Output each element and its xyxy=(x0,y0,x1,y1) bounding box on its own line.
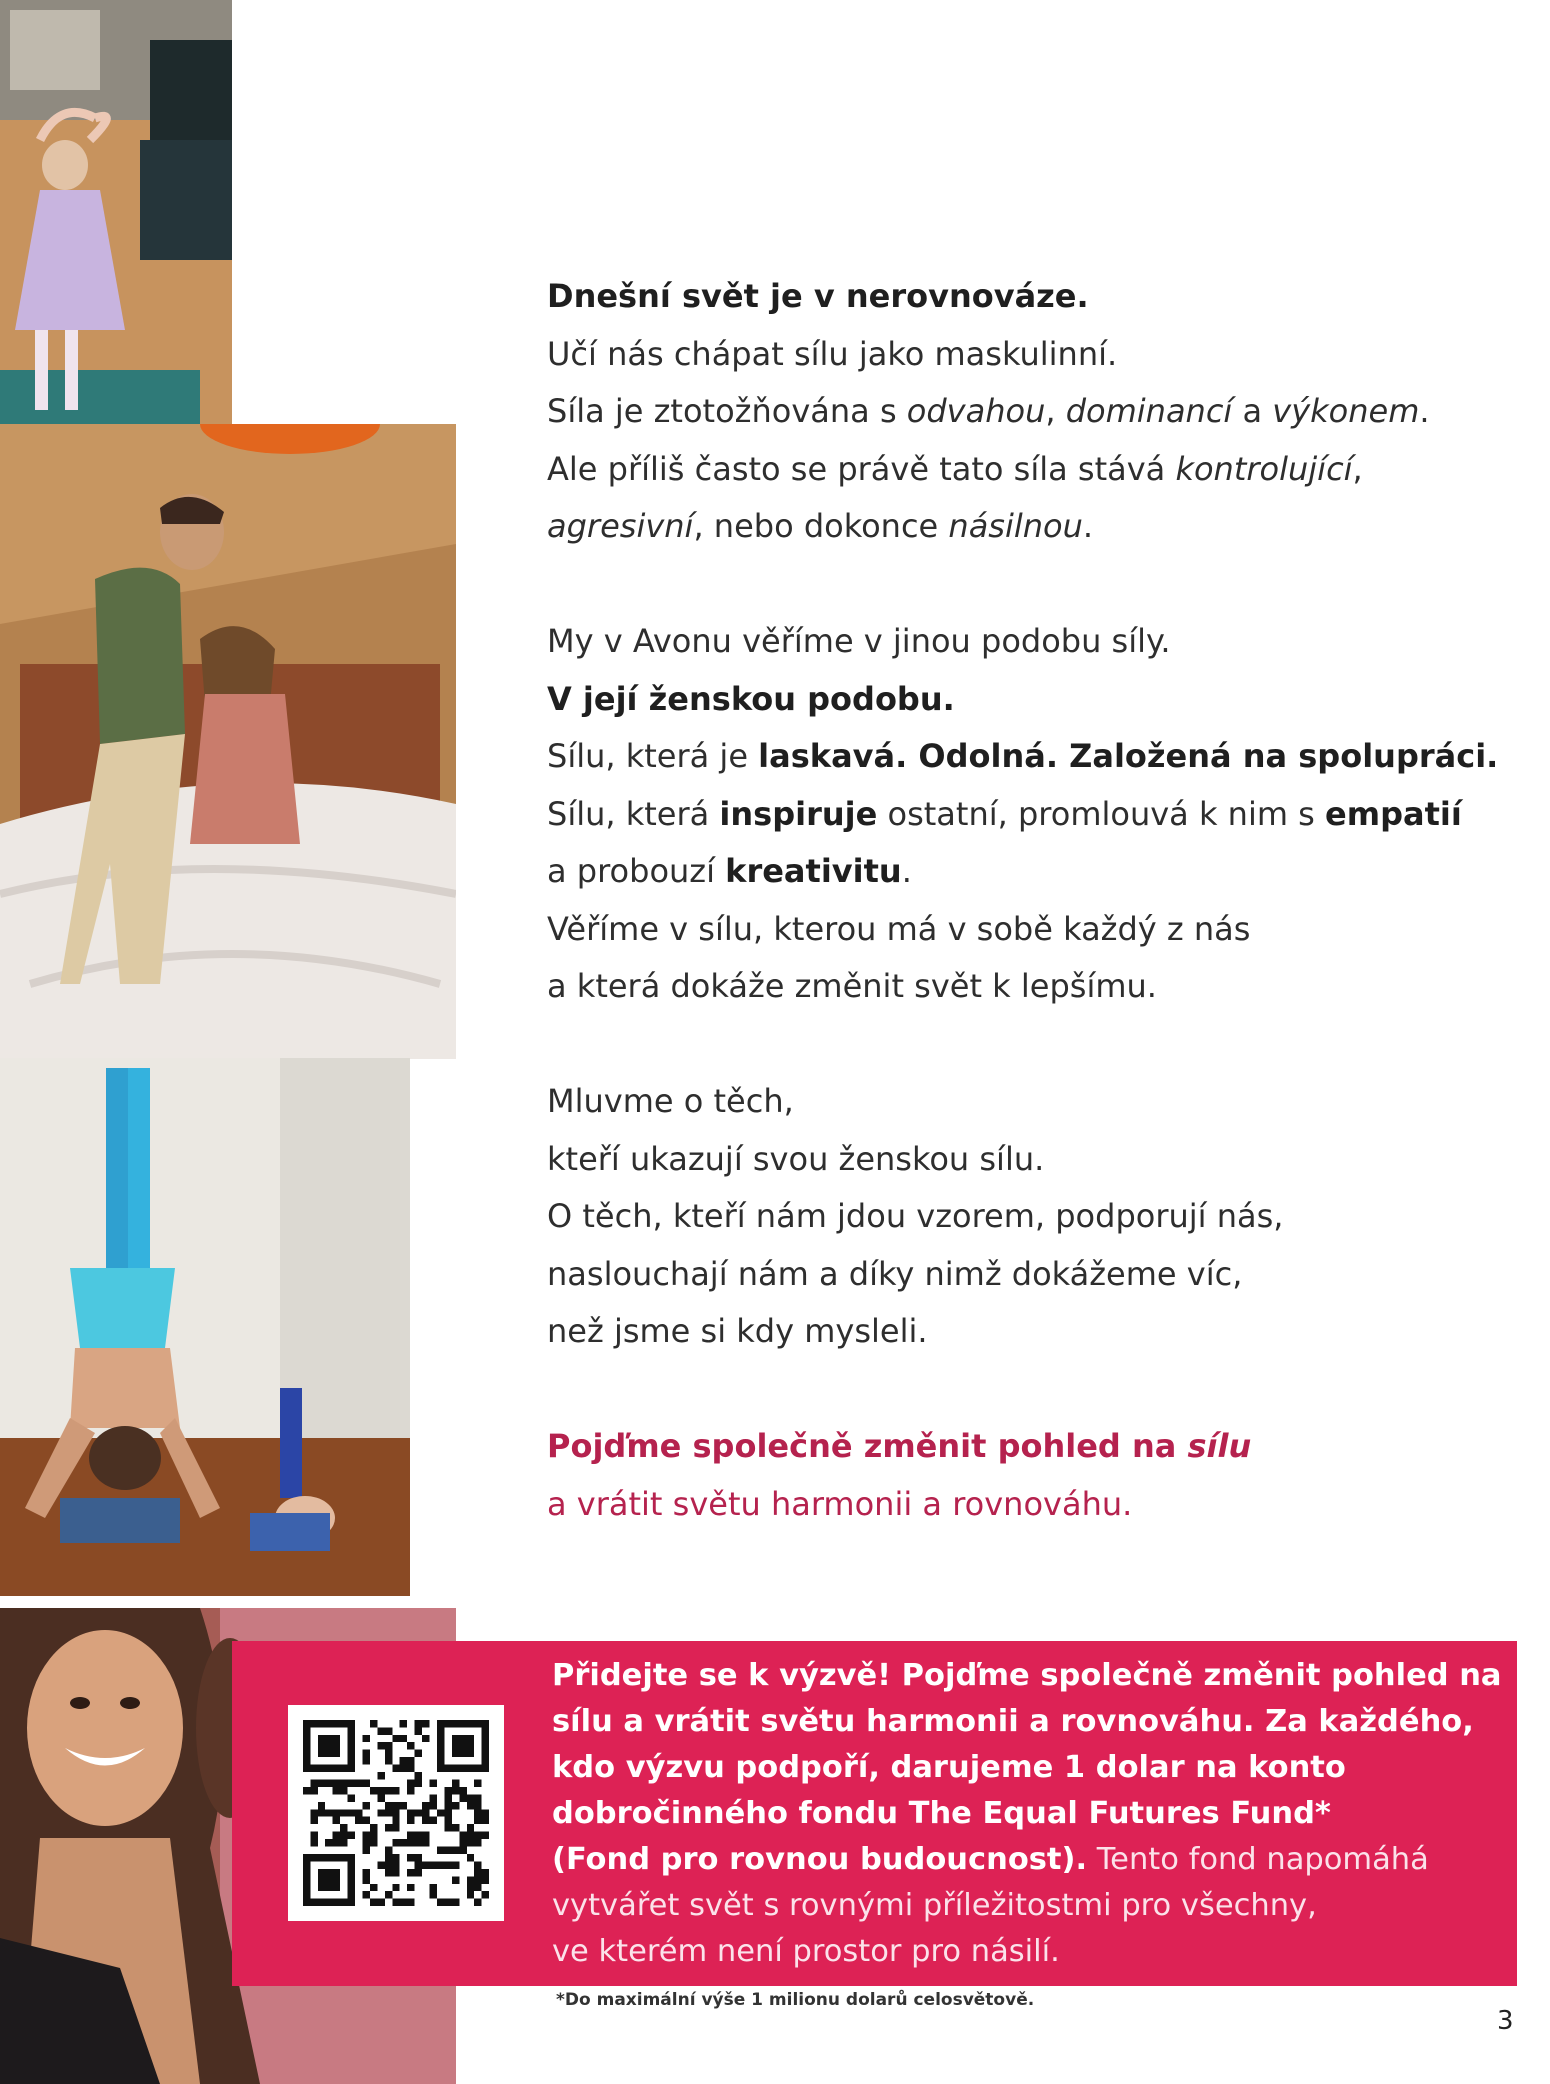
p2-line3: Sílu, která je laskavá. Odolná. Založená na spolupráci. xyxy=(547,737,1499,775)
cta-text xyxy=(552,1653,1502,1975)
p1-line2: Síla je ztotožňována s odvahou, dominancí a výkonem. xyxy=(547,392,1430,430)
p3-line5: než jsme si kdy mysleli. xyxy=(547,1312,928,1350)
p3-line3: O těch, kteří nám jdou vzorem, podporují nás, xyxy=(547,1197,1284,1235)
p2-line4: Sílu, která inspiruje ostatní, promlouvá k nim s empatií xyxy=(547,794,1462,833)
photo-yoga-headstand xyxy=(0,1058,410,1596)
p4-line2: a vrátit světu harmonii a rovnováhu. xyxy=(547,1484,1133,1523)
cta-line1: Přidejte se k výzvě! Pojďme společně změnit pohled na xyxy=(552,1658,1502,1693)
p2-line5: a probouzí kreativitu. xyxy=(547,852,912,890)
cta-line2: sílu a vrátit světu harmonii a rovnováhu. Za každého, xyxy=(552,1704,1474,1739)
page-number: 3 xyxy=(1497,2006,1514,2036)
cta-line6: vytvářet svět s rovnými příležitostmi pro všechny, xyxy=(552,1888,1317,1923)
p1-line1: Učí nás chápat sílu jako maskulinní. xyxy=(547,334,1118,373)
p2-line2: V její ženskou podobu. xyxy=(547,679,955,718)
p1-line4: agresivní, nebo dokonce násilnou. xyxy=(547,507,1094,545)
p3-line2: kteří ukazují svou ženskou sílu. xyxy=(547,1139,1045,1178)
heading: Dnešní svět je v nerovnováze. xyxy=(547,277,1089,315)
photo-girl-ballet xyxy=(0,0,232,470)
cta-line5: (Fond pro rovnou budoucnost). Tento fond napomáhá xyxy=(552,1842,1429,1877)
p2-line1: My v Avonu věříme v jinou podobu síly. xyxy=(547,622,1171,660)
p4-line1: Pojďme společně změnit pohled na sílu xyxy=(547,1427,1252,1465)
cta-line4: dobročinného fondu The Equal Futures Fund* xyxy=(552,1796,1331,1831)
p3-line4: naslouchají nám a díky nimž dokážeme víc, xyxy=(547,1254,1243,1293)
cta-box xyxy=(232,1641,1517,1986)
cta-line3: kdo výzvu podpoří, darujeme 1 dolar na konto xyxy=(552,1750,1346,1785)
footnote: *Do maximální výše 1 milionu dolarů celosvětově. xyxy=(556,1990,1035,2010)
p2-line6: Věříme v sílu, kterou má v sobě každý z nás xyxy=(547,909,1251,948)
photo-father-child-bed xyxy=(0,424,456,1059)
qr-code[interactable] xyxy=(288,1705,504,1921)
p1-line3: Ale příliš často se právě tato síla stává kontrolující, xyxy=(547,449,1363,488)
p3-line1: Mluvme o těch, xyxy=(547,1082,794,1120)
main-text xyxy=(547,268,1507,1533)
cta-line7: ve kterém není prostor pro násilí. xyxy=(552,1934,1060,1969)
p2-line7: a která dokáže změnit svět k lepšímu. xyxy=(547,967,1157,1005)
